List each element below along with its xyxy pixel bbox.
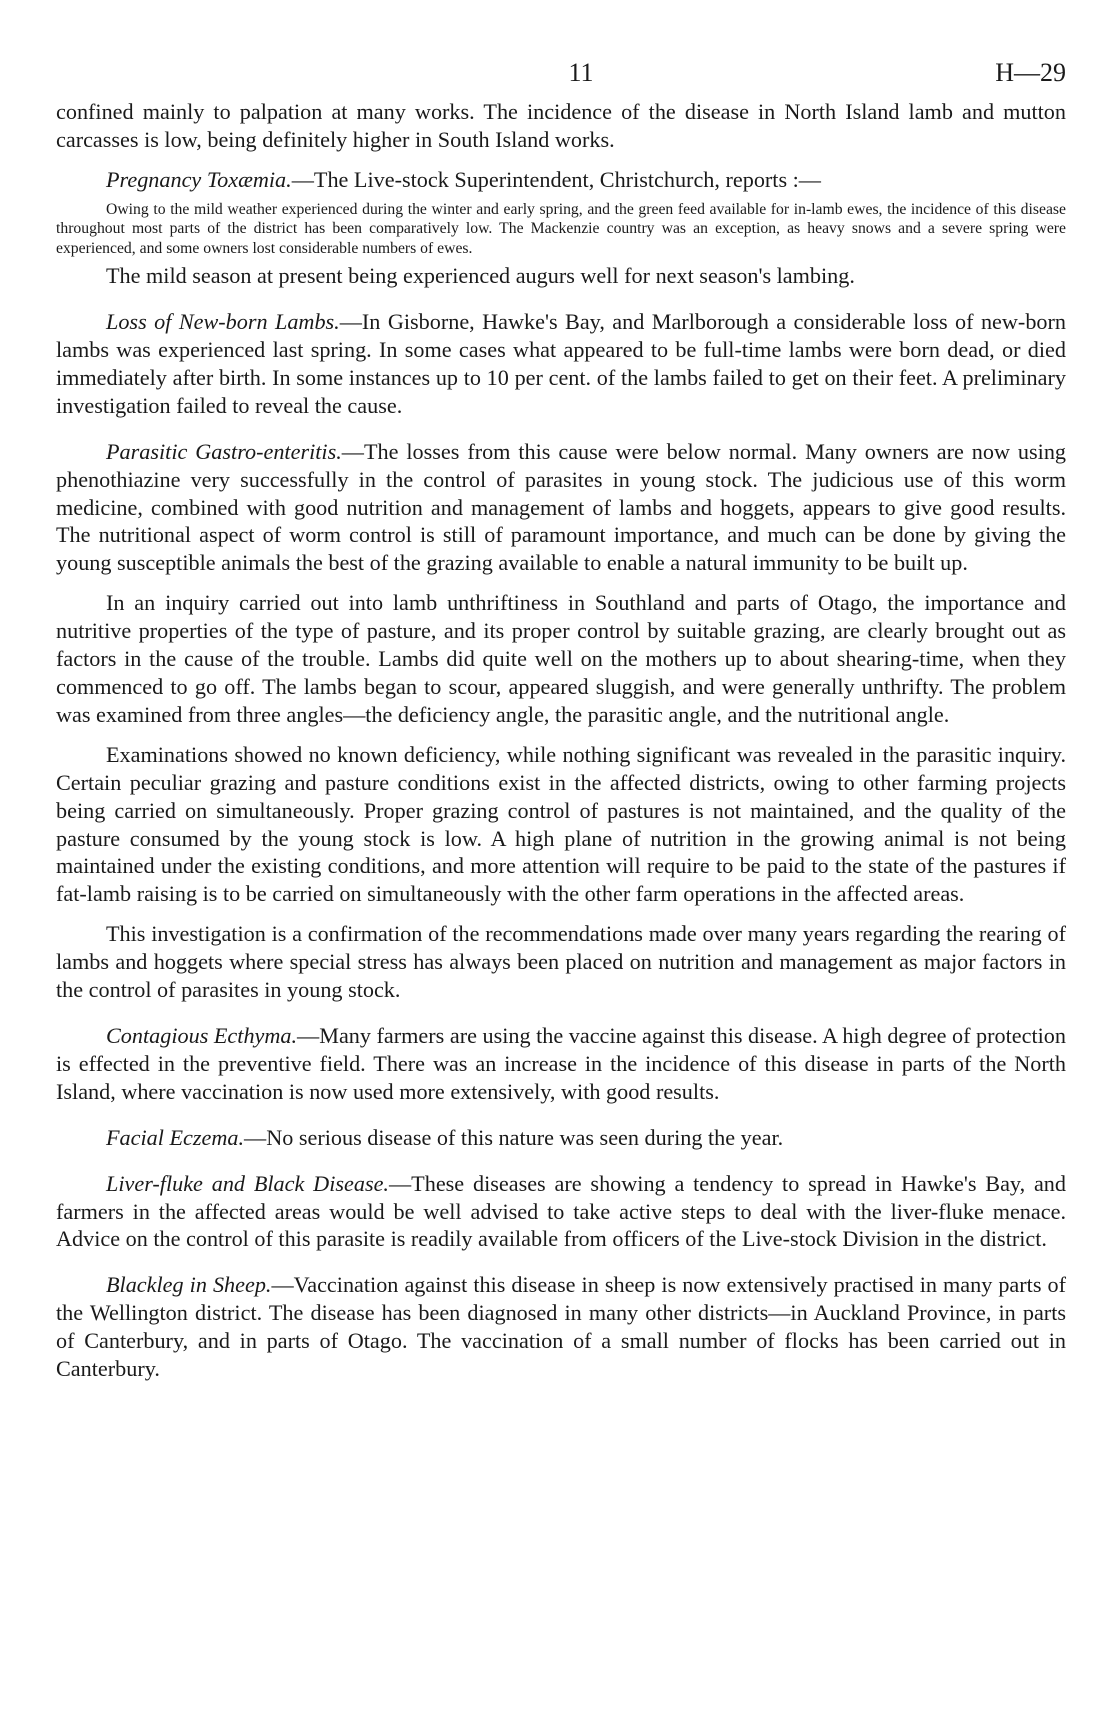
quoted-report-text: Owing to the mild weather experienced during the winter and early spring, and the green feed available for in-lamb ewes, the incidence of this disease throughout most parts of the district has been comparatively low. The Mackenzie country was an exception, as heavy snows and a severe spring were experienced, and some owners lost considerable numbers of ewes. bbox=[56, 200, 1066, 257]
paragraph-pregnancy-toxaemia bbox=[56, 166, 1066, 194]
section-heading: Liver-fluke and Black Disease. bbox=[106, 1170, 389, 1196]
paragraph-investigation-confirmation: This investigation is a confirmation of the recommendations made over many years regarding the rearing of lambs and hoggets where special stress has always been placed on nutrition and management as major factors in the control of parasites in young stock. bbox=[56, 921, 1066, 1003]
paragraph-parasitic-gastro-enteritis bbox=[56, 438, 1066, 578]
paragraph-contagious-ecthyma bbox=[56, 1022, 1066, 1106]
section-heading: Pregnancy Toxæmia. bbox=[106, 166, 292, 192]
paper-reference: H—29 bbox=[995, 58, 1066, 87]
paragraph-text: —In Gisborne, Hawke's Bay, and Marlborough a considerable loss of new-born lambs was experienced last spring. In some cases what appeared to be full-time lambs were born dead, or died immediately after birth. In some instances up to 10 per cent. of the lambs failed to get on their feet. A preliminary investigation failed to reveal the cause. bbox=[56, 309, 1066, 418]
paragraph-lamb-unthriftiness: In an inquiry carried out into lamb unthriftiness in Southland and parts of Otago, the importance and nutritive properties of the type of pasture, and its proper control by suitable grazing, are clearly brought out as factors in the cause of the trouble. Lambs did quite well on the mothers up to about shearing-time, when they commenced to go off. The lambs began to scour, appeared sluggish, and were generally unthrifty. The problem was examined from three angles—the deficiency angle, the parasitic angle, and the nutritional angle. bbox=[56, 590, 1066, 727]
paragraph-text: —These diseases are showing a tendency to spread in Hawke's Bay, and farmers in the affected areas would be well advised to take active steps to deal with the liver-fluke menace. Advice on the control of this parasite is readily available from officers of the Live-stock Division in the district. bbox=[56, 1170, 1066, 1252]
paragraph-text: —Many farmers are using the vaccine against this disease. A high degree of protection is effected in the preventive field. There was an increase in the incidence of this disease in parts of the North Island, where vaccination is now used more extensively, with good results. bbox=[56, 1022, 1066, 1104]
quoted-report bbox=[56, 200, 1066, 259]
paragraph-examinations: Examinations showed no known deficiency, while nothing significant was revealed in the parasitic inquiry. Certain peculiar grazing and pasture conditions exist in the affected districts, owing to other farming projects being carried on simultaneously. Proper grazing control of pastures is not maintained, and the quality of the pasture consumed by the young stock is low. A high plane of nutrition in the growing animal is not being maintained under the existing conditions, and more attention will require to be paid to the state of the pastures if fat-lamb raising is to be carried on simultaneously with the other farm operations in the affected areas. bbox=[56, 741, 1066, 907]
page-header bbox=[56, 58, 1066, 98]
paragraph-text: —The losses from this cause were below normal. Many owners are now using phenothiazine very successfully in the control of parasites in young stock. The judicious use of this worm medicine, combined with good nutrition and management of lambs and hoggets, appears to give good results. The nutritional aspect of worm control is still of paramount importance, and much can be done by giving the young susceptible animals the best of the grazing available to enable a natural immunity to be built up. bbox=[56, 438, 1067, 576]
section-heading: Contagious Ecthyma. bbox=[106, 1022, 298, 1048]
paragraph-text: —No serious disease of this nature was seen during the year. bbox=[244, 1124, 784, 1150]
paragraph-liver-fluke bbox=[56, 1170, 1066, 1254]
section-heading: Blackleg in Sheep. bbox=[106, 1272, 272, 1298]
paragraph-loss-of-new-born-lambs bbox=[56, 308, 1066, 420]
paragraph-text: —Vaccination against this disease in sheep is now extensively practised in many parts of the Wellington district. The disease has been diagnosed in many other districts—in Auckland Province, in parts of Canterbury, and in parts of Otago. The vaccination of a small number of flocks has been carried out in Canterbury. bbox=[56, 1272, 1066, 1382]
page-number: 11 bbox=[568, 58, 594, 87]
document-page bbox=[56, 58, 1066, 1383]
section-heading: Parasitic Gastro-enteritis. bbox=[106, 438, 342, 464]
section-heading: Facial Eczema. bbox=[106, 1124, 245, 1150]
paragraph-blackleg-in-sheep bbox=[56, 1271, 1066, 1383]
section-heading: Loss of New-born Lambs. bbox=[106, 309, 340, 335]
paragraph-mild-season: The mild season at present being experienced augurs well for next season's lambing. bbox=[106, 263, 855, 289]
paragraph-continuation: confined mainly to palpation at many works. The incidence of the disease in North Island lamb and mutton carcasses is low, being definitely higher in South Island works. bbox=[56, 99, 1066, 152]
paragraph-facial-eczema bbox=[56, 1124, 1066, 1152]
paragraph-text: —The Live-stock Superintendent, Christchurch, reports :— bbox=[291, 166, 821, 192]
